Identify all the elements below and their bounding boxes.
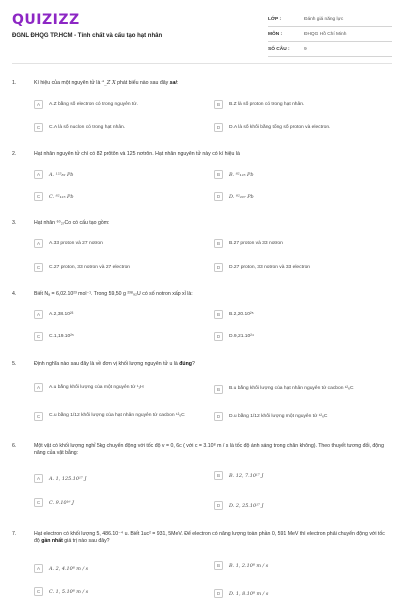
option-5b[interactable] <box>214 381 384 397</box>
option-text: D. 2, 25.10¹⁷ J <box>229 502 264 509</box>
option-3c[interactable] <box>34 261 130 274</box>
option-text: B. 12, 7.10¹⁷ J <box>229 472 264 479</box>
meta-label: SỐ CÂU : <box>268 46 290 52</box>
question-number: 3. <box>12 220 17 226</box>
option-key-box: A <box>34 239 43 248</box>
option-text: C.1,19.10²⁵ <box>49 333 74 339</box>
question-text: Biết Nₐ = 6,02.10²³ mol⁻¹. Trong 59,50 g ²³⁸₉₂U có số notron xấp xỉ là: <box>34 291 193 297</box>
option-7c[interactable] <box>34 585 88 598</box>
option-1b[interactable] <box>214 98 304 111</box>
question-text-part: Định nghĩa nào sau đây là về đơn vị khối lượng nguyên tử u là <box>34 361 180 367</box>
question-number: 1. <box>12 80 17 86</box>
option-5c[interactable] <box>34 408 204 424</box>
option-key-box: D <box>214 192 223 201</box>
option-text: C.27 proton, 33 notron và 27 electron <box>49 264 131 270</box>
question-text-part: giá trị nào sau đây? <box>62 538 110 544</box>
option-3a[interactable] <box>34 237 103 250</box>
option-key-box: C <box>34 412 43 421</box>
question-text <box>34 361 392 368</box>
option-text: D.u bằng 1/12 khối lượng một nguyên tử ¹²₆C <box>229 413 328 419</box>
option-key-box: D <box>214 263 223 272</box>
question-text-part: Kí hiệu của một nguyên tử là <box>34 80 102 86</box>
option-key-box: A <box>34 564 43 573</box>
quizizz-logo: QUIZIZZ <box>12 12 80 28</box>
option-text: D. ⁸²₂₀₇ Pb <box>229 193 254 200</box>
option-text: B.27 proton và 33 notron <box>229 240 283 246</box>
option-7b[interactable] <box>214 559 268 572</box>
option-key-box: A <box>34 383 43 392</box>
option-text: C.A là số nuclon có trong hạt nhân. <box>49 124 126 130</box>
option-6b[interactable] <box>214 469 263 482</box>
option-text: B.Z là số proton có trong hạt nhân. <box>229 101 305 107</box>
question-emphasis: gần nhất <box>41 538 63 544</box>
option-2d[interactable] <box>214 190 254 203</box>
option-text: A. ¹²⁵₈₂ Pb <box>49 171 74 178</box>
option-4a[interactable] <box>34 308 73 321</box>
option-key-box: D <box>214 501 223 510</box>
option-key-box: C <box>34 123 43 132</box>
option-1c[interactable] <box>34 121 125 134</box>
header-divider <box>12 63 392 64</box>
option-text: B.2,20.10²⁵ <box>229 311 254 317</box>
option-3b[interactable] <box>214 237 283 250</box>
option-key-box: C <box>34 192 43 201</box>
option-5a[interactable] <box>34 381 144 394</box>
option-key-box: A <box>34 474 43 483</box>
meta-value: ĐHQG Hồ Chí Minh <box>304 31 347 37</box>
option-4d[interactable] <box>214 330 254 343</box>
option-3d[interactable] <box>214 261 310 274</box>
option-2c[interactable] <box>34 190 73 203</box>
option-key-box: C <box>34 587 43 596</box>
option-text: D.27 proton, 33 notron và 33 electron <box>229 264 311 270</box>
option-key-box: B <box>214 561 223 570</box>
option-text: D. 1, 8.10⁸ m / s <box>229 590 269 597</box>
option-1a[interactable] <box>34 98 138 111</box>
meta-row-count <box>268 42 392 57</box>
question-number: 5. <box>12 361 17 367</box>
option-1d[interactable] <box>214 121 330 134</box>
option-key-box: C <box>34 332 43 341</box>
question-text-part: ? <box>191 361 195 367</box>
option-text: C. 1, 5.10⁸ m / s <box>49 588 89 595</box>
option-key-box: B <box>214 471 223 480</box>
question-text: Hạt nhân ⁶⁰₂₇Co có cấu tạo gồm: <box>34 220 110 226</box>
option-text: B. ⁸²₁₂₅ Pb <box>229 171 254 178</box>
meta-label: MÔN : <box>268 31 283 37</box>
option-text: A.33 proton và 27 notron <box>49 240 103 246</box>
question-text: Hạt nhân nguyên tử chì có 82 prôtôn và 125 nơtrôn. Hạt nhân nguyên tử này có kí hiệu là <box>34 151 240 157</box>
option-text: B.u bằng khối lượng của hạt nhân nguyên tử cacbon ¹²₆C <box>229 386 354 391</box>
option-key-box: A <box>34 100 43 109</box>
option-text: A.2,38.10²³ <box>49 311 74 317</box>
question-text: Một vật có khối lượng nghỉ 5kg chuyển động với tốc độ v = 0, 6c ( với c = 3.10⁸ m / s là tốc độ ánh sáng trong chân không). Theo thuyết tương đối, động năng của vật bằng: <box>34 443 384 456</box>
question-text-part: : <box>176 80 179 86</box>
meta-row-subject <box>268 27 392 42</box>
option-text: A. 1, 125.10¹⁷ J <box>49 475 87 482</box>
option-text: B. 1, 2.10⁸ m / s <box>229 562 269 569</box>
question-formula: ᴬ_Z X <box>101 80 116 86</box>
meta-row-class <box>268 12 392 27</box>
option-text: A.Z bằng số electron có trong nguyên tử. <box>49 101 138 107</box>
question-number: 2. <box>12 151 17 157</box>
option-text: C. ⁸²₁₂₅ Pb <box>49 193 74 200</box>
option-2a[interactable] <box>34 168 73 181</box>
option-key-box: B <box>214 100 223 109</box>
meta-label: LỚP : <box>268 16 282 22</box>
question-number: 4. <box>12 291 17 297</box>
meta-value: 9 <box>304 46 307 52</box>
option-4c[interactable] <box>34 330 74 343</box>
option-text: D.A là số khối bằng tổng số proton và electron. <box>229 124 331 130</box>
option-key-box: B <box>214 385 223 394</box>
option-2b[interactable] <box>214 168 253 181</box>
option-key-box: C <box>34 263 43 272</box>
option-text: D.9,21.10²⁴ <box>229 333 254 339</box>
option-text: A. 2, 4.10⁸ m / s <box>49 565 89 572</box>
option-5d[interactable] <box>214 410 327 423</box>
question-text-part: Hạt electron có khối lượng 5, 486.10⁻⁴ u. Biết 1uc² = 931, 5MeV. Để electron có năng lượng toàn phần 0, 591 MeV thì electron phải chuyển động với tốc độ <box>34 531 385 544</box>
option-7d[interactable] <box>214 587 268 600</box>
option-key-box: B <box>214 310 223 319</box>
option-key-box: D <box>214 123 223 132</box>
question-text <box>34 80 392 87</box>
meta-value: Đánh giá năng lực <box>304 16 344 22</box>
option-text: C. 9.10¹⁶ J <box>49 499 75 506</box>
option-key-box: A <box>34 310 43 319</box>
question-emphasis: sai <box>169 80 177 86</box>
option-text: C.u bằng 1/12 khối lượng của hạt nhân nguyên tử cacbon ¹²₆C <box>49 413 185 418</box>
option-key-box: D <box>214 589 223 598</box>
option-6c[interactable] <box>34 496 74 509</box>
question-text-part: phát biểu nào sau đây <box>115 80 170 86</box>
option-key-box: D <box>214 332 223 341</box>
option-6a[interactable] <box>34 472 86 485</box>
document-title: ĐGNL ĐHQG TP.HCM - Tính chất và cấu tạo hạt nhân <box>12 33 163 39</box>
meta-table <box>268 12 392 57</box>
option-key-box: C <box>34 498 43 507</box>
option-text: A.u bằng khối lượng của một nguyên tử ¹₁H <box>49 384 144 390</box>
option-key-box: A <box>34 170 43 179</box>
option-4b[interactable] <box>214 308 254 321</box>
option-key-box: B <box>214 239 223 248</box>
option-key-box: D <box>214 412 223 421</box>
option-key-box: B <box>214 170 223 179</box>
question-text <box>34 531 392 545</box>
question-number: 6. <box>12 443 17 449</box>
option-7a[interactable] <box>34 562 88 575</box>
question-emphasis: đúng <box>179 361 192 367</box>
question-number: 7. <box>12 531 17 537</box>
option-6d[interactable] <box>214 499 264 512</box>
